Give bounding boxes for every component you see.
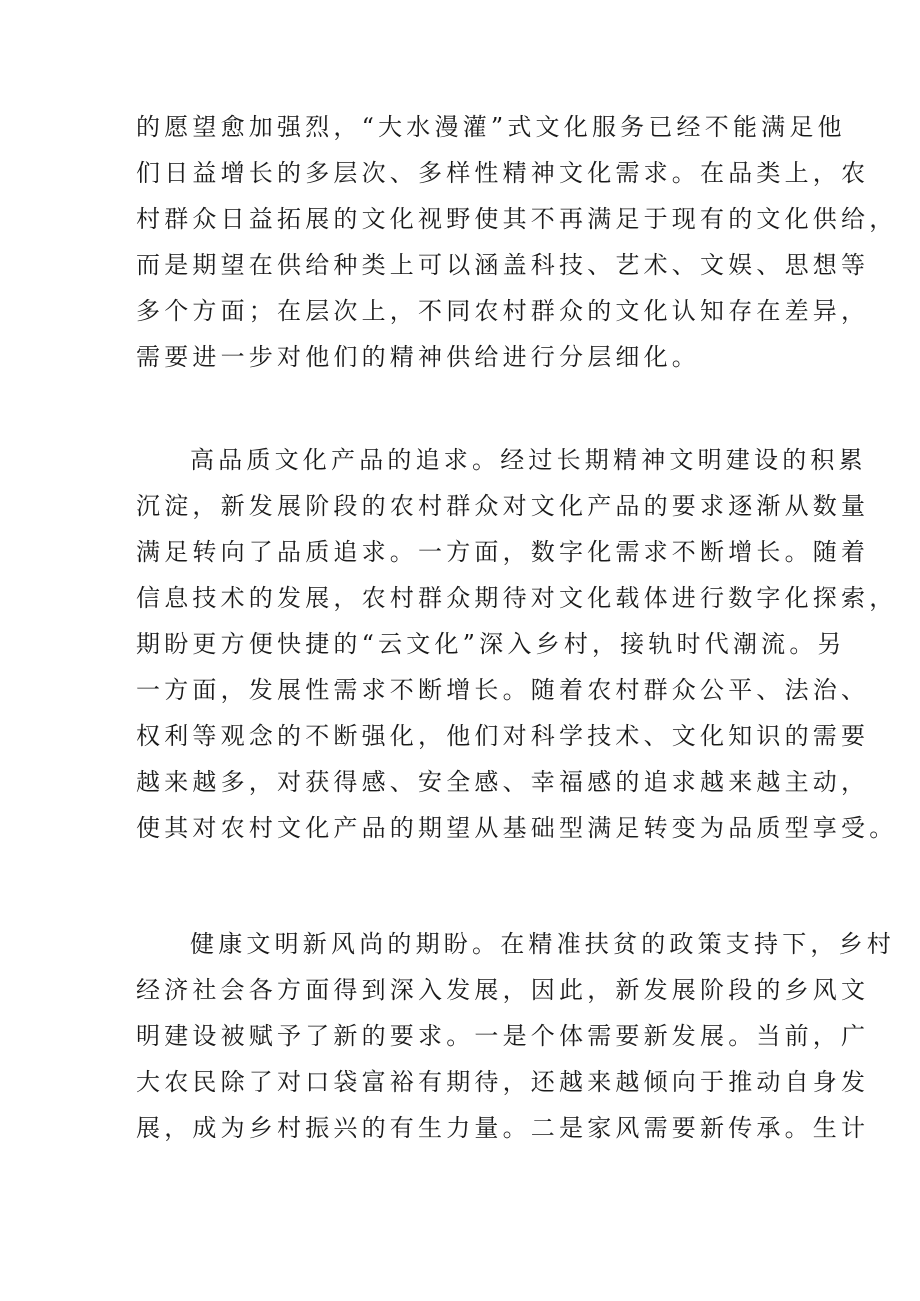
paragraph-line: 的愿望愈加强烈，“大水漫灌”式文化服务已经不能满足他 xyxy=(136,113,846,141)
paragraph-line: 期盼更方便快捷的“云文化”深入乡村，接轨时代潮流。另 xyxy=(136,630,846,658)
paragraph-line: 经济社会各方面得到深入发展，因此，新发展阶段的乡风文 xyxy=(136,976,870,1004)
paragraph-2 xyxy=(136,437,898,851)
paragraph-line: 们日益增长的多层次、多样性精神文化需求。在品类上，农 xyxy=(136,159,870,187)
paragraph-line: 而是期望在供给种类上可以涵盖科技、艺术、文娱、思想等 xyxy=(136,251,870,279)
paragraph-line: 大农民除了对口袋富裕有期待，还越来越倾向于推动自身发 xyxy=(136,1068,870,1096)
paragraph-line: 使其对农村文化产品的期望从基础型满足转变为品质型享受。 xyxy=(136,814,898,842)
paragraph-1 xyxy=(136,104,898,380)
paragraph-line: 需要进一步对他们的精神供给进行分层细化。 xyxy=(136,343,700,371)
paragraph-line: 村群众日益拓展的文化视野使其不再满足于现有的文化供给， xyxy=(136,205,898,233)
paragraph-line: 高品质文化产品的追求。经过长期精神文明建设的积累 xyxy=(190,446,867,474)
paragraph-line: 满足转向了品质追求。一方面，数字化需求不断增长。随着 xyxy=(136,538,870,566)
paragraph-line: 越来越多，对获得感、安全感、幸福感的追求越来越主动， xyxy=(136,768,870,796)
paragraph-line: 沉淀，新发展阶段的农村群众对文化产品的要求逐渐从数量 xyxy=(136,492,870,520)
paragraph-line: 展，成为乡村振兴的有生力量。二是家风需要新传承。生计 xyxy=(136,1114,870,1142)
paragraph-line: 多个方面；在层次上，不同农村群众的文化认知存在差异， xyxy=(136,297,870,325)
paragraph-3 xyxy=(136,921,895,1151)
paragraph-line: 信息技术的发展，农村群众期待对文化载体进行数字化探索， xyxy=(136,584,898,612)
paragraph-line: 权利等观念的不断强化，他们对科学技术、文化知识的需要 xyxy=(136,722,870,750)
paragraph-line: 明建设被赋予了新的要求。一是个体需要新发展。当前，广 xyxy=(136,1022,870,1050)
paragraph-line: 一方面，发展性需求不断增长。随着农村群众公平、法治、 xyxy=(136,676,870,704)
paragraph-line: 健康文明新风尚的期盼。在精准扶贫的政策支持下，乡村 xyxy=(190,930,895,958)
